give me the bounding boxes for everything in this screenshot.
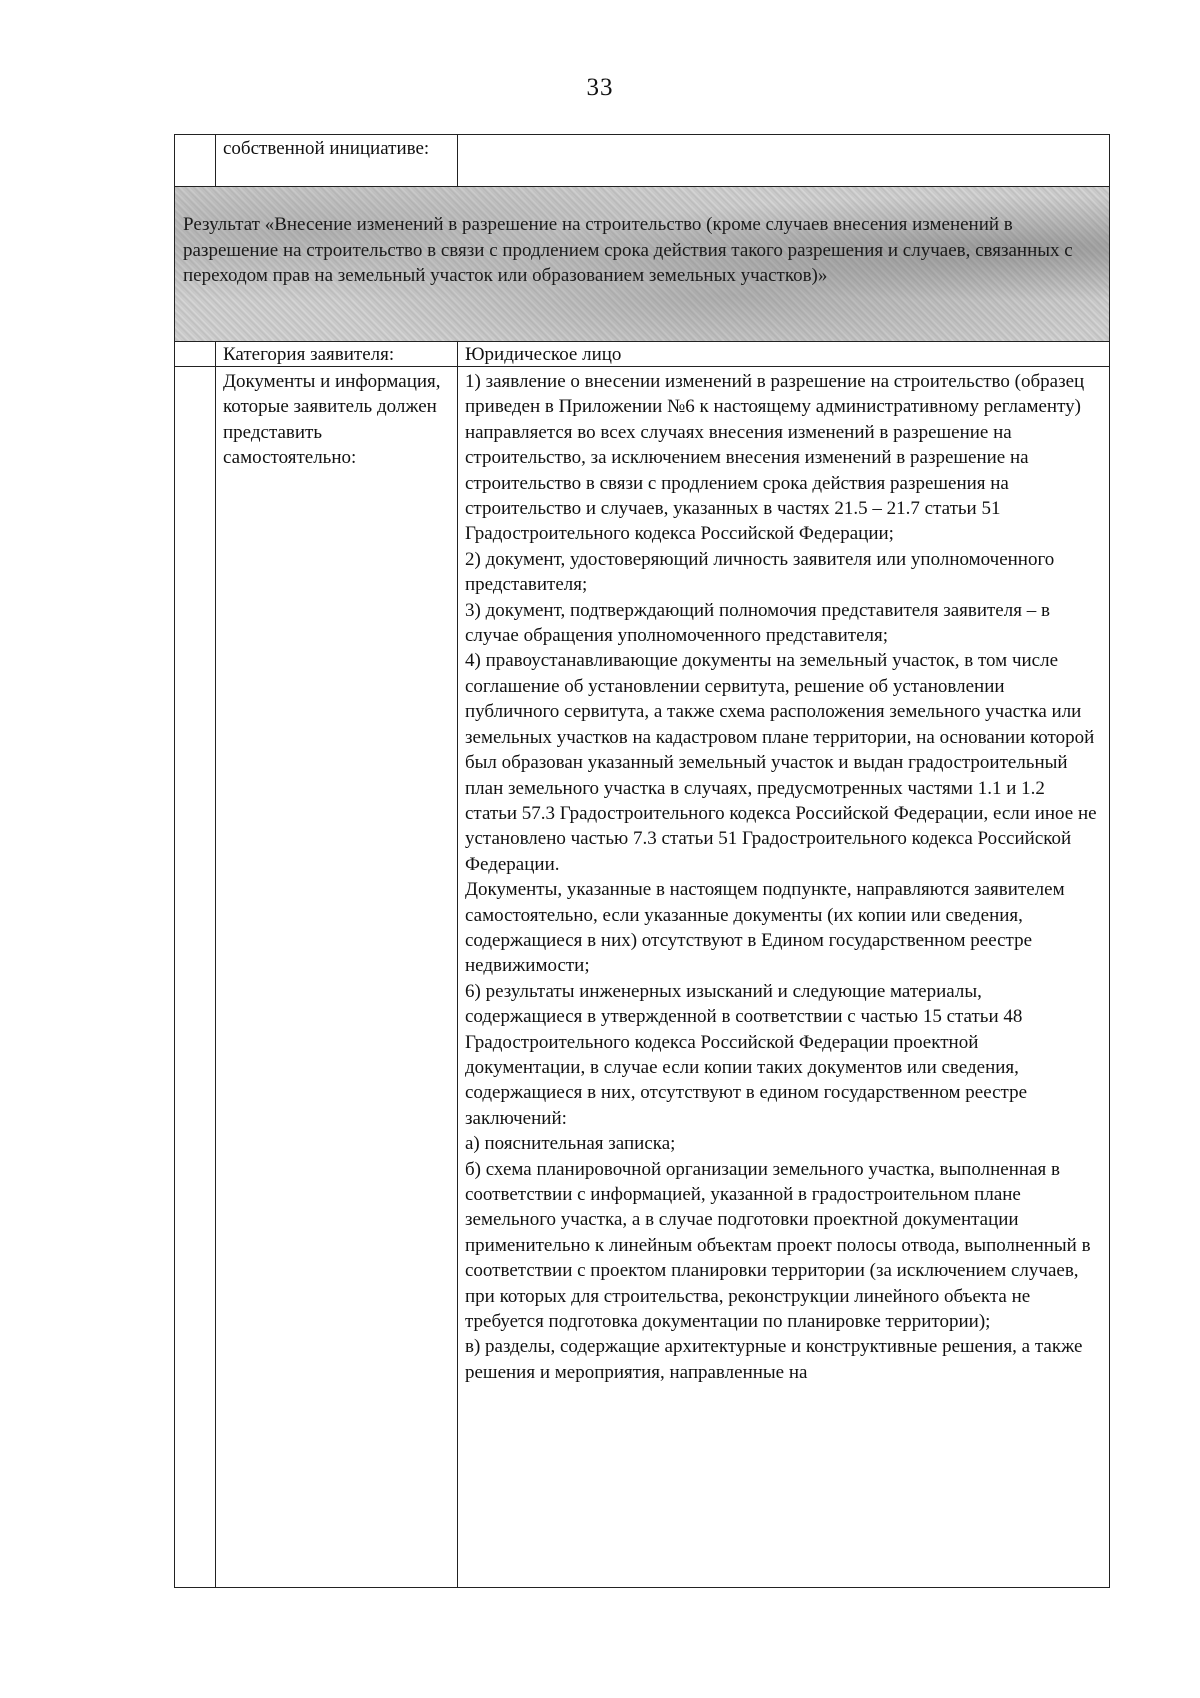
category-label: Категория заявителя: bbox=[223, 344, 395, 365]
list-item: 4) правоустанавливающие документы на земельный участок, в том числе соглашение об установлении сервитута, решение об установлении публичного сервитута, а также схема расположения земельного участка или земельных участков на кадастровом плане территории, на основании которой был образован указанный земельный участок и выдан градостроительный план земельного участка в случаях, предусмотренных частями 1.1 и 1.2 статьи 57.3 Градостроительного кодекса Российской Федерации, если иное не установлено частью 7.3 статьи 51 Градостроительного кодекса Российской Федерации. bbox=[465, 650, 1097, 875]
result-heading: Результат «Внесение изменений в разрешение на строительство (кроме случаев внесения изменений в разрешение на строительство в связи с продлением срока действия такого разрешения и случаев, связанных с переходом прав на земельный участок или образованием земельных участков)» bbox=[183, 214, 1073, 286]
column-divider bbox=[457, 342, 458, 366]
list-item: б) схема планировочной организации земельного участка, выполненная в соответствии с информацией, указанной в градостроительном плане земельного участка, а в случае подготовки проектной документации применительно к линейным объектам проект полосы отвода, выполненный в соответствии с проектом планировки территории (за исключением случаев, при которых для строительства, реконструкции линейного объекта не требуется подготовка документации по планировке территории); bbox=[465, 1158, 1091, 1333]
list-item: 6) результаты инженерных изысканий и следующие материалы, содержащиеся в утвержденной в соответствии с частью 15 статьи 48 Градостроительного кодекса Российской Федерации проектной документации, в случае если копии таких документов или сведения, содержащиеся в них, отсутствуют в едином государственном реестре заключений: bbox=[465, 980, 1028, 1129]
table-row-initiative bbox=[175, 135, 1109, 187]
table-row-documents bbox=[175, 367, 1109, 1587]
list-item: 3) документ, подтверждающий полномочия представителя заявителя – в случае обращения уполномоченного представителя; bbox=[465, 599, 1050, 647]
column-divider bbox=[457, 135, 458, 186]
list-item: Документы, указанные в настоящем подпункте, направляются заявителем самостоятельно, если указанные документы (их копии или сведения, содержащиеся в них) отсутствуют в Едином государственном реестре недвижимости; bbox=[465, 879, 1065, 977]
list-item: 2) документ, удостоверяющий личность заявителя или уполномоченного представителя; bbox=[465, 548, 1055, 596]
result-heading-row bbox=[175, 187, 1109, 342]
column-divider bbox=[215, 135, 216, 186]
column-divider bbox=[457, 367, 458, 1587]
table-row-category bbox=[175, 342, 1109, 367]
column-divider bbox=[215, 342, 216, 366]
category-value: Юридическое лицо bbox=[465, 344, 622, 365]
requirements-table bbox=[174, 134, 1110, 1588]
list-item: 1) заявление о внесении изменений в разрешение на строительство (образец приведен в Приложении №6 к настоящему административному регламенту) направляется во всех случаях внесения изменений в разрешение на строительство, за исключением внесения изменений в разрешение на строительство в связи с продлением срока действия разрешения на строительство и случаев, указанных в частях 21.5 – 21.7 статьи 51 Градостроительного кодекса Российской Федерации; bbox=[465, 371, 1085, 545]
initiative-label: собственной инициативе: bbox=[223, 138, 430, 159]
list-item: а) пояснительная записка; bbox=[465, 1133, 676, 1155]
column-divider bbox=[215, 367, 216, 1587]
documents-list bbox=[465, 369, 1101, 1385]
page-number: 33 bbox=[586, 74, 614, 101]
list-item: в) разделы, содержащие архитектурные и конструктивные решения, а также решения и мероприятия, направленные на bbox=[465, 1336, 1083, 1383]
documents-label: Документы и информация, которые заявитель должен представить самостоятельно: bbox=[223, 371, 441, 469]
